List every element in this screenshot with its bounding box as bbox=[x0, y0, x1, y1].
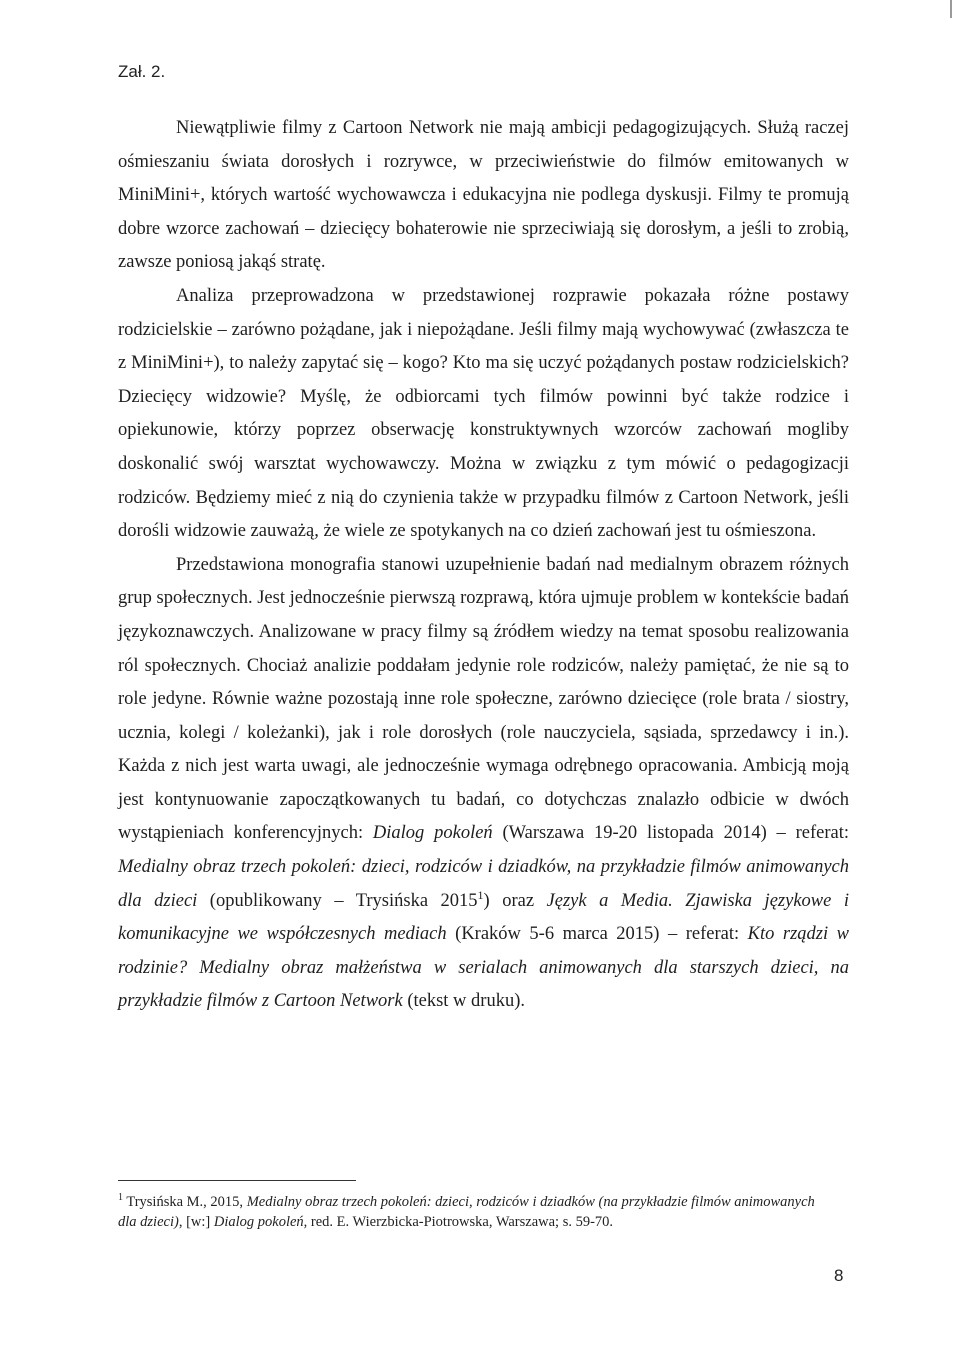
body-text bbox=[118, 112, 849, 1019]
text-run: (Warszawa 19-20 listopada 2014) – referat: bbox=[492, 823, 849, 844]
text-run: Przedstawiona monografia stanowi uzupełnienie badań nad medialnym obrazem różnych grup społecznych. Jest jednocześnie pierwszą rozprawą, która ujmuje problem w kontekście badań językoznawczych. Analizowane w pracy filmy są źródłem wiedzy na temat sposobu realizowania ról społecznych. Chociaż analizie poddałam jedynie role rodziców, należy pamiętać, że nie są to role jedyne. Równie ważne pozostają inne role społeczne, zarówno dziecięce (role brata / siostry, ucznia, kolegi / koleżanki), jak i role dorosłych (role nauczyciela, sąsiada, sprzedawcy i in.). Każda z nich jest warta uwagi, ale jednocześnie wymaga odrębnego opracowania. Ambicją moją jest kontynuowanie zapoczątkowanych tu badań, co dotychczas znalazło odbicie w dwóch wystąpieniach konferencyjnych: bbox=[118, 554, 850, 844]
page-number: 8 bbox=[834, 1266, 844, 1285]
italic-title-run: Dialog pokoleń bbox=[372, 823, 493, 844]
body-paragraph bbox=[118, 112, 849, 280]
footnote bbox=[118, 1188, 818, 1232]
italic-title-run: Język a Media. Zjawiska językowe i komunikacyjne we współczesnych mediach bbox=[118, 890, 849, 945]
italic-title-run: Medialny obraz trzech pokoleń: dzieci, rodziców i dziadków (na przykładzie filmów animowanych dla dzieci) bbox=[118, 1193, 815, 1230]
body-paragraph bbox=[118, 280, 849, 549]
text-run: Trysińska M., 2015, bbox=[123, 1193, 247, 1210]
body-paragraph bbox=[118, 549, 849, 1019]
text-run: , [w:] bbox=[178, 1213, 214, 1230]
text-run: ) oraz bbox=[483, 890, 547, 911]
italic-title-run: Medialny obraz trzech pokoleń: dzieci, rodziców i dziadków, na przykładzie filmów animowanych dla dzieci bbox=[118, 857, 849, 911]
footnote-separator bbox=[118, 1180, 356, 1181]
text-run: Niewątpliwie filmy z Cartoon Network nie mają ambicji pedagogizujących. Służą raczej ośmieszaniu świata dorosłych i rozrywce, w przeciwieństwie do filmów emitowanych w MiniMini+, których wartość wychowawcza i edukacyjna nie podlega dyskusji. Filmy te promują dobre wzorce zachowań – dziecięcy bohaterowie nie sprzeciwiają się dorosłym, a jeśli to zrobią, zawsze poniosą jakąś stratę. bbox=[118, 118, 849, 273]
scan-edge-mark bbox=[950, 0, 952, 18]
italic-title-run: Dialog pokoleń bbox=[213, 1213, 304, 1230]
footnote-reference: 1 bbox=[477, 887, 484, 902]
footnote-number: 1 bbox=[118, 1192, 123, 1203]
text-run: Analiza przeprowadzona w przedstawionej rozprawie pokazała różne postawy rodzicielskie – zarówno pożądane, jak i niepożądane. Jeśli filmy mają wychowywać (zwłaszcza te z MiniMini+), to należy zapytać się – kogo? Kto ma się uczyć pożądanych postaw rodzicielskich? Dziecięcy widzowie? Myślę, że odbiorcami tych filmów powinni być także rodzice i opiekunowie, którzy poprzez obserwację konstruktywnych wzorców zachowań mogliby doskonalić swój warsztat wychowawczy. Można w związku z tym mówić o pedagogizacji rodziców. Będziemy mieć z nią do czynienia także w przypadku filmów z Cartoon Network, jeśli dorośli widzowie zauważą, że wiele ze spotykanych na co dzień zachowań jest tu ośmieszona. bbox=[118, 285, 849, 542]
text-run: (opublikowany – Trysińska 2015 bbox=[197, 890, 478, 911]
text-run: (Kraków 5-6 marca 2015) – referat: bbox=[446, 924, 748, 945]
italic-title-run: Kto rządzi w rodzinie? Medialny obraz małżeństwa w serialach animowanych dla starszych dzieci, na przykładzie filmów z Cartoon Network bbox=[118, 924, 849, 1012]
attachment-label: Zał. 2. bbox=[118, 62, 166, 81]
text-run: , red. E. Wierzbicka-Piotrowska, Warszawa; s. 59-70. bbox=[303, 1213, 614, 1230]
text-run: (tekst w druku). bbox=[402, 991, 525, 1012]
